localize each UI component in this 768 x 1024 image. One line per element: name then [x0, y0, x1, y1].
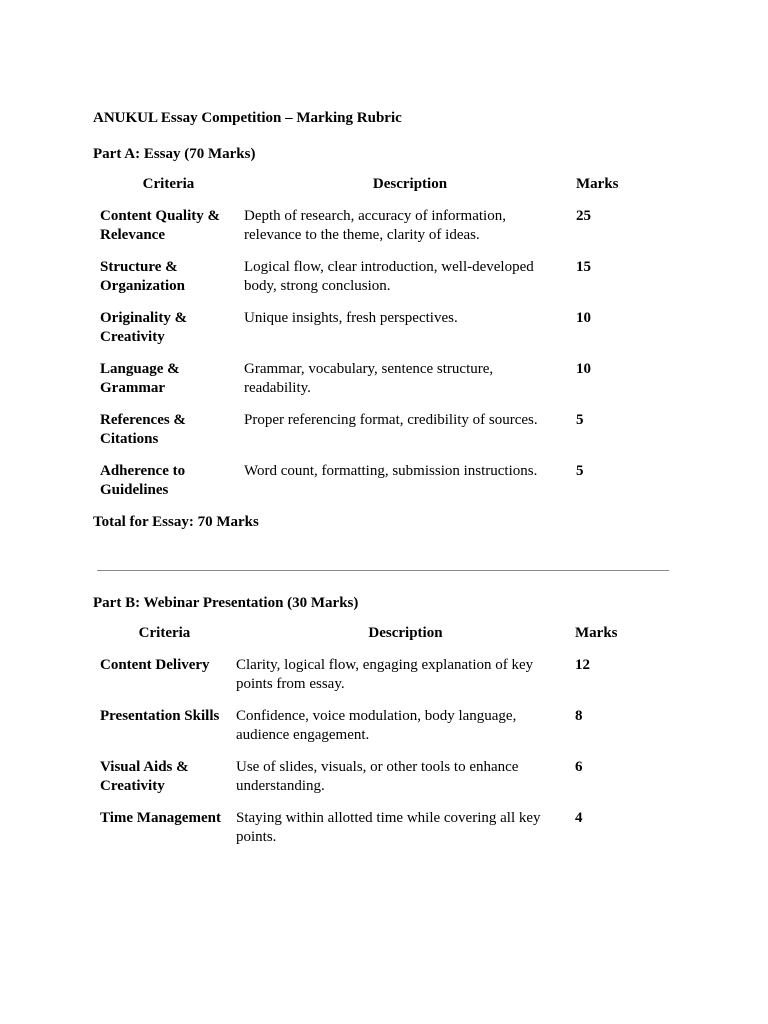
marks-cell: 25	[576, 208, 591, 224]
criteria-cell: Content Delivery	[100, 657, 210, 673]
part-b-table	[93, 624, 665, 847]
table-row	[93, 245, 666, 296]
criteria-cell: Originality & Creativity	[100, 310, 188, 345]
essay-total: Total for Essay: 70 Marks	[93, 514, 259, 530]
part-b-section	[93, 594, 673, 847]
marks-cell: 5	[576, 463, 584, 479]
criteria-header: Criteria	[138, 625, 191, 641]
description-cell: Logical flow, clear introduction, well-developed body, strong conclusion.	[244, 259, 534, 294]
marks-cell: 4	[575, 810, 583, 826]
table-header-row	[93, 175, 666, 194]
criteria-header: Criteria	[142, 176, 195, 192]
criteria-cell: Time Management	[100, 810, 221, 826]
marks-header: Marks	[575, 625, 618, 641]
description-cell: Staying within allotted time while covering all key points.	[236, 810, 541, 845]
table-row	[93, 643, 665, 694]
table-row	[93, 398, 666, 449]
marks-cell: 10	[576, 361, 591, 377]
marks-cell: 6	[575, 759, 583, 775]
marks-cell: 12	[575, 657, 590, 673]
table-row	[93, 745, 665, 796]
description-cell: Depth of research, accuracy of information, relevance to the theme, clarity of ideas.	[244, 208, 506, 243]
criteria-cell: References & Citations	[100, 412, 186, 447]
marks-cell: 5	[576, 412, 584, 428]
criteria-cell: Language & Grammar	[100, 361, 180, 396]
table-row	[93, 694, 665, 745]
description-cell: Unique insights, fresh perspectives.	[244, 310, 458, 326]
marks-header: Marks	[576, 176, 619, 192]
part-a-table	[93, 175, 666, 500]
description-cell: Clarity, logical flow, engaging explanation of key points from essay.	[236, 657, 534, 692]
marks-cell: 15	[576, 259, 591, 275]
criteria-cell: Structure & Organization	[100, 259, 185, 294]
marks-cell: 10	[576, 310, 591, 326]
description-cell: Proper referencing format, credibility of sources.	[244, 412, 538, 428]
table-row	[93, 449, 666, 500]
table-row	[93, 347, 666, 398]
part-b-title: Part B: Webinar Presentation (30 Marks)	[93, 595, 359, 611]
table-row	[93, 194, 666, 245]
criteria-cell: Content Quality & Relevance	[100, 208, 220, 243]
description-cell: Confidence, voice modulation, body language, audience engagement.	[236, 708, 517, 743]
table-header-row	[93, 624, 665, 643]
criteria-cell: Presentation Skills	[100, 708, 220, 724]
description-header: Description	[368, 625, 443, 641]
description-cell: Word count, formatting, submission instructions.	[244, 463, 538, 479]
criteria-cell: Adherence to Guidelines	[100, 463, 186, 498]
description-header: Description	[372, 176, 448, 192]
part-a-section	[93, 109, 673, 532]
marks-cell: 8	[575, 708, 583, 724]
table-row	[93, 796, 665, 847]
description-cell: Use of slides, visuals, or other tools to enhance understanding.	[236, 759, 519, 794]
table-row	[93, 296, 666, 347]
description-cell: Grammar, vocabulary, sentence structure, readability.	[244, 361, 494, 396]
document-title: ANUKUL Essay Competition – Marking Rubric	[93, 110, 402, 126]
section-divider	[97, 570, 669, 571]
criteria-cell: Visual Aids & Creativity	[100, 759, 189, 794]
part-a-title: Part A: Essay (70 Marks)	[93, 146, 256, 162]
